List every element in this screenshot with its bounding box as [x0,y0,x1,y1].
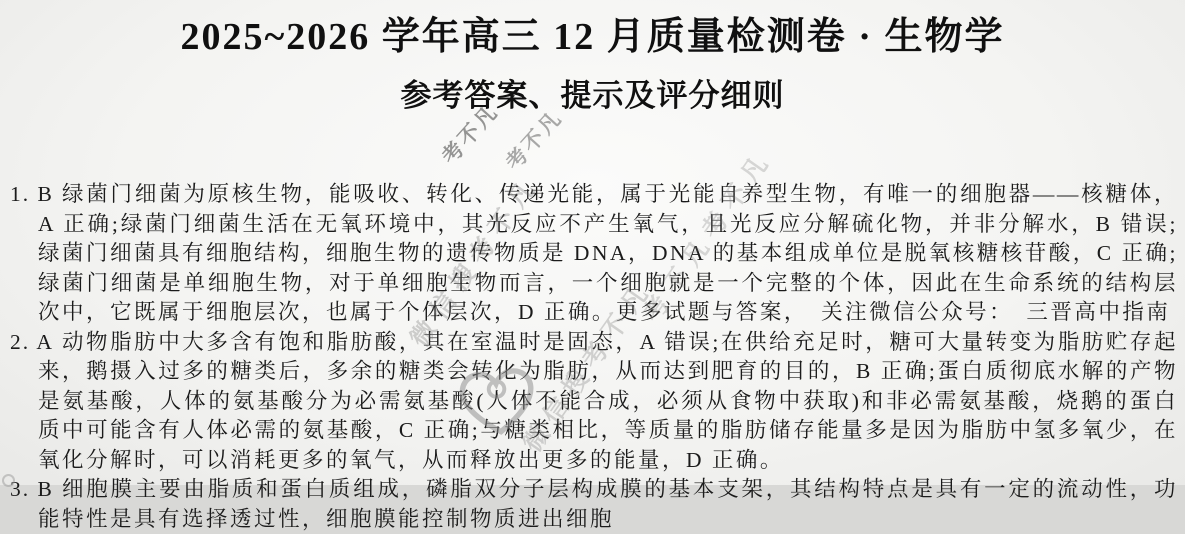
answer-number-2: 2. A [10,329,54,354]
watermark-search-text: 微信搜考不凡 [518,273,659,458]
answer-text-1: 绿菌门细菌为原核生物，能吸收、转化、传递光能，属于光能自养型生物，有唯一的细胞器——核糖体，A 正确;绿菌门细菌生活在无氧环境中，其光反应不产生氧气，且光反应分解硫化物，并非分解水，B 错误;绿菌门细菌具有细胞结构，细胞生物的遗传物质是 DNA，DNA 的基本组成单位是脱氧核糖核苷酸，C 正确;绿菌门细菌是单细胞生物，对于单细胞生物而言，一个细胞就是一个完整的个体，因此在生命系统的结构层次中，它既属于细胞层次，也属于个体层次，D 正确。更多试题与答案， 关注微信公众号： 三晋高中指南 [38,182,1178,324]
answer-list [0,180,1185,534]
watermark-brand-text: 考不凡 [437,99,504,169]
exam-title: 2025~2026 学年高三 12 月质量检测卷 · 生物学 [180,16,1005,58]
answer-item-3-clipped [10,475,1178,534]
watermark-brand-repeat-text: 考不凡考不凡 [638,143,779,328]
answer-key-subtitle: 参考答案、提示及评分细则 [400,78,785,113]
page-header [0,0,1185,120]
answer-number-3: 3. B [10,477,54,501]
answer-item-1 [10,180,1178,328]
scan-artifact-dot [2,474,15,487]
watermark-brand-text: 考不凡 [501,105,568,175]
answer-text-3: 细胞膜主要由脂质和蛋白质组成，磷脂双分子层构成膜的基本支架，其结构特点是具有一定的流动性，功能特性是具有选择透过性，细胞膜能控制物质进出细胞 [38,477,1178,531]
answer-item-2 [10,328,1178,476]
answer-text-2: 动物脂肪中大多含有饱和脂肪酸，其在室温时是固态，A 错误;在供给充足时，糖可大量转变为脂肪贮存起来，鹅摄入过多的糖类后，多余的糖类会转化为脂肪，从而达到肥育的目的，B 正确;蛋白质彻底水解的产物是氨基酸，人体的氨基酸分为必需氨基酸(人体不能合成，必须从食物中获取)和非必需氨基酸，烧鹅的蛋白质中可能含有人体必需的氨基酸，C 正确;与糖类相比，等质量的脂肪储存能量多是因为脂肪中氢多氧少，在氧化分解时，可以消耗更多的氧气，从而释放出更多的能量，D 正确。 [38,329,1178,472]
answer-number-1: 1. B [10,182,54,206]
watermark-search-text: 微信搜考不凡 [405,168,546,353]
